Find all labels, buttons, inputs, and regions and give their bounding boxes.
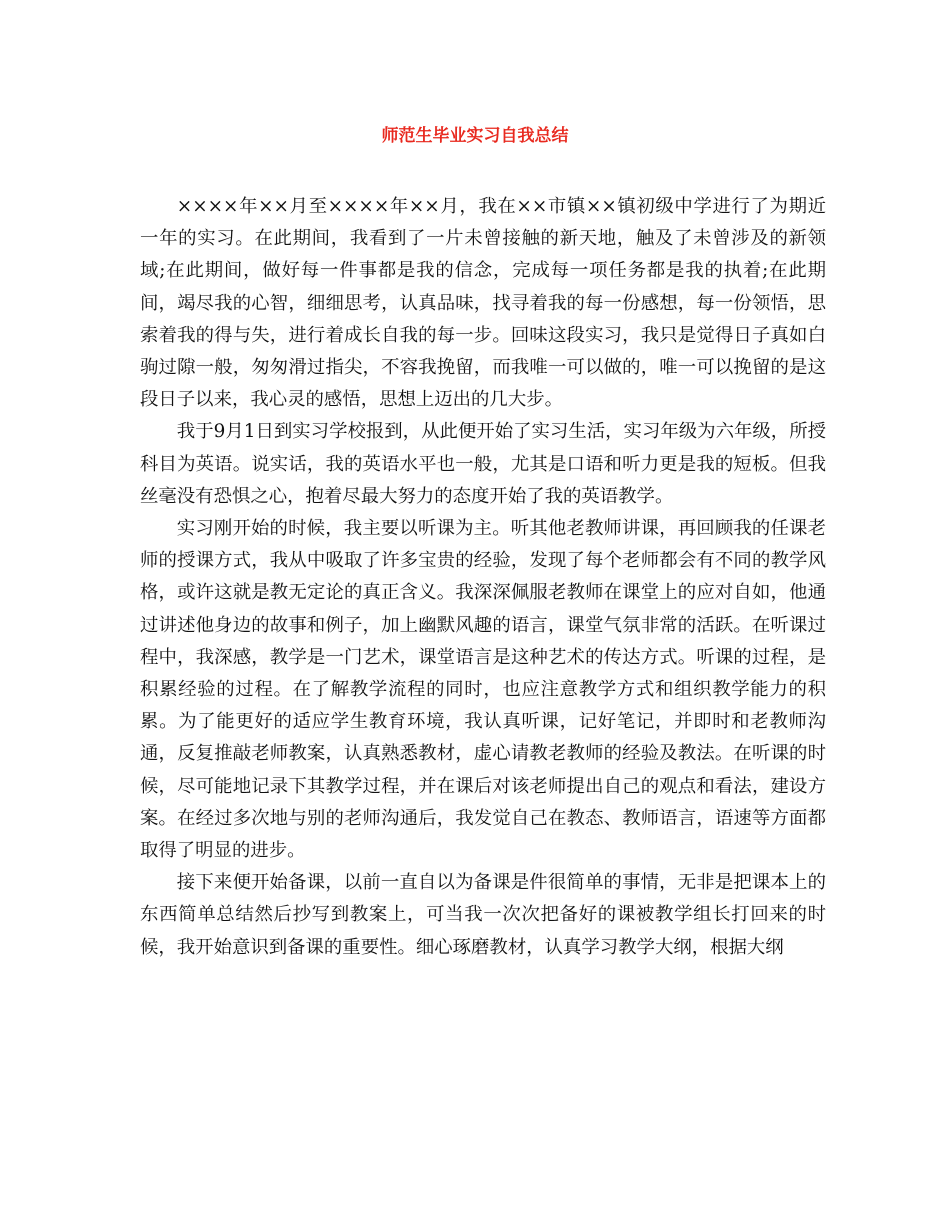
document-title: 师范生毕业实习自我总结: [381, 126, 569, 146]
paragraph-1: ××××年××月至××××年××月，我在××市镇××镇初级中学进行了为期近一年的实习。在此期间，我看到了一片未曾接触的新天地，触及了未曾涉及的新领域;在此期间，做好每一件事都是我的信念，完成每一项任务都是我的执着;在此期间，竭尽我的心智，细细思考，认真品味，找寻着我的每一份感想，每一份领悟，思索着我的得与失，进行着成长自我的每一步。回味这段实习，我只是觉得日子真如白驹过隙一般，匆匆滑过指尖，不容我挽留，而我唯一可以做的，唯一可以挽留的是这段日子以来，我心灵的感悟，思想上迈出的几大步。: [140, 196, 826, 411]
paragraph-4: 接下来便开始备课，以前一直自以为备课是件很简单的事情，无非是把课本上的东西简单总结然后抄写到教案上，可当我一次次把备好的课被教学组长打回来的时候，我开始意识到备课的重要性。细心琢磨教材，认真学习教学大纲，根据大纲: [140, 872, 826, 958]
paragraph-3: 实习刚开始的时候，我主要以听课为主。听其他老教师讲课，再回顾我的任课老师的授课方式，我从中吸取了许多宝贵的经验，发现了每个老师都会有不同的教学风格，或许这就是教无定论的真正含义。我深深佩服老教师在课堂上的应对自如，他通过讲述他身边的故事和例子，加上幽默风趣的语言，课堂气氛非常的活跃。在听课过程中，我深感，教学是一门艺术，课堂语言是这种艺术的传达方式。听课的过程，是积累经验的过程。在了解教学流程的同时，也应注意教学方式和组织教学能力的积累。为了能更好的适应学生教育环境，我认真听课，记好笔记，并即时和老教师沟通，反复推敲老师教案，认真熟悉教材，虚心请教老教师的经验及教法。在听课的时候，尽可能地记录下其教学过程，并在课后对该老师提出自己的观点和看法，建设方案。在经过多次地与别的老师沟通后，我发觉自己在教态、教师语言，语速等方面都取得了明显的进步。: [140, 518, 826, 862]
paragraph-2: 我于9月1日到实习学校报到，从此便开始了实习生活，实习年级为六年级，所授科目为英语。说实话，我的英语水平也一般，尤其是口语和听力更是我的短板。但我丝毫没有恐惧之心，抱着尽最大努力的态度开始了我的英语教学。: [140, 421, 826, 507]
document-body: [140, 191, 826, 964]
